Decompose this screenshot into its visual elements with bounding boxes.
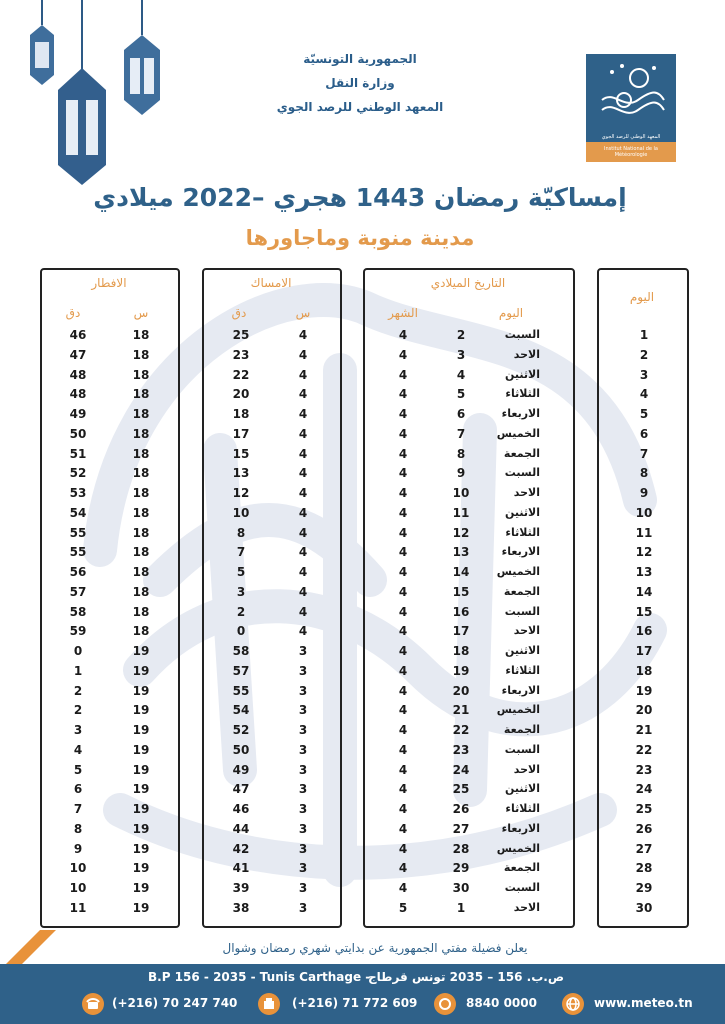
gregorian-month-cell: 4 <box>398 703 408 717</box>
imsak-minute-cell: 47 <box>232 782 250 796</box>
imsak-hour-cell: 4 <box>298 526 308 540</box>
iftar-hour-cell: 18 <box>132 526 150 540</box>
day-number-cell: 25 <box>635 802 653 816</box>
gregorian-month-cell: 4 <box>398 723 408 737</box>
imsak-hour-cell: 4 <box>298 348 308 362</box>
iftar-hour-cell: 18 <box>132 506 150 520</box>
gregorian-month-cell: 4 <box>398 486 408 500</box>
institute-logo <box>586 54 676 162</box>
gregorian-month-cell: 4 <box>398 387 408 401</box>
day-number-cell: 23 <box>635 763 653 777</box>
imsak-minute-cell: 25 <box>232 328 250 342</box>
iftar-minute-cell: 56 <box>69 565 87 579</box>
weekday-name-cell: الثلاثاء <box>505 526 540 539</box>
iftar-hour-cell: 18 <box>132 368 150 382</box>
imsak-minute-cell: 41 <box>232 861 250 875</box>
imsak-minute-cell: 20 <box>232 387 250 401</box>
weekday-name-cell: الثلاثاء <box>505 387 540 400</box>
gregorian-month-cell: 4 <box>398 743 408 757</box>
iftar-minute-cell: 46 <box>69 328 87 342</box>
iftar-hour-cell: 18 <box>132 565 150 579</box>
iftar-minute-cell: 54 <box>69 506 87 520</box>
weekday-name-cell: الخميس <box>496 842 540 855</box>
imsak-box <box>202 268 342 928</box>
gregorian-day-cell: 17 <box>452 624 470 638</box>
iftar-minute-cell: 0 <box>73 644 83 658</box>
imsak-hour-cell: 3 <box>298 664 308 678</box>
weekday-name-cell: الاحد <box>513 901 540 914</box>
day-number-cell: 14 <box>635 585 653 599</box>
gregorian-month-cell: 4 <box>398 506 408 520</box>
imsak-minute-cell: 50 <box>232 743 250 757</box>
imsak-minute-cell: 2 <box>236 605 246 619</box>
imsak-minute-cell: 10 <box>232 506 250 520</box>
weekday-name-cell: الجمعة <box>503 585 540 598</box>
iftar-hour-cell: 19 <box>132 723 150 737</box>
iftar-hour-cell: 18 <box>132 348 150 362</box>
gregorian-month-cell: 4 <box>398 427 408 441</box>
gregorian-day-cell: 19 <box>452 664 470 678</box>
iftar-hour-cell: 18 <box>132 427 150 441</box>
weekday-name-cell: الخميس <box>496 565 540 578</box>
iftar-hour-cell: 19 <box>132 664 150 678</box>
imsak-hour-cell: 3 <box>298 881 308 895</box>
weekday-name-cell: الجمعة <box>503 447 540 460</box>
gregorian-day-cell: 9 <box>456 466 466 480</box>
imsak-minute-cell: 17 <box>232 427 250 441</box>
weekday-name-cell: السبت <box>504 328 540 341</box>
iftar-minute-cell: 10 <box>69 881 87 895</box>
imsak-hour-cell: 3 <box>298 703 308 717</box>
day-number-cell: 11 <box>635 526 653 540</box>
weekday-name-cell: الجمعة <box>503 861 540 874</box>
day-number-cell: 19 <box>635 684 653 698</box>
imsak-hour-cell: 4 <box>298 466 308 480</box>
gregorian-day-cell: 28 <box>452 842 470 856</box>
iftar-minute-cell: 8 <box>73 822 83 836</box>
imsak-minute-cell: 8 <box>236 526 246 540</box>
imsak-minute-cell: 13 <box>232 466 250 480</box>
iftar-hour-cell: 18 <box>132 407 150 421</box>
iftar-minute-cell: 49 <box>69 407 87 421</box>
imsak-hour-cell: 4 <box>298 486 308 500</box>
weekday-name-cell: الاثنين <box>505 644 540 657</box>
day-number-cell: 24 <box>635 782 653 796</box>
gregorian-day-cell: 12 <box>452 526 470 540</box>
iftar-hour-cell: 18 <box>132 605 150 619</box>
gregorian-month-cell: 4 <box>398 565 408 579</box>
iftar-hour-cell: 18 <box>132 328 150 342</box>
imsak-hour-cell: 3 <box>298 802 308 816</box>
imsak-hour-cell: 4 <box>298 605 308 619</box>
weekday-name-cell: الاحد <box>513 624 540 637</box>
imsak-hour-cell: 3 <box>298 842 308 856</box>
iftar-minute-cell: 48 <box>69 368 87 382</box>
iftar-hour-cell: 18 <box>132 545 150 559</box>
day-number-cell: 28 <box>635 861 653 875</box>
iftar-minute-cell: 4 <box>73 743 83 757</box>
imsak-minute-cell: 38 <box>232 901 250 915</box>
logo-caption-ar: المعهد الوطني للرصد الجوي <box>601 134 661 140</box>
gregorian-day-cell: 30 <box>452 881 470 895</box>
day-number-cell: 8 <box>639 466 649 480</box>
gregorian-day-cell: 10 <box>452 486 470 500</box>
iftar-minute-cell: 10 <box>69 861 87 875</box>
day-number-cell: 6 <box>639 427 649 441</box>
gregorian-month-cell: 4 <box>398 407 408 421</box>
hotline-icon <box>434 993 456 1015</box>
gregorian-day-cell: 5 <box>456 387 466 401</box>
day-number-cell: 15 <box>635 605 653 619</box>
iftar-hour-cell: 19 <box>132 763 150 777</box>
imsak-hour-cell: 4 <box>298 565 308 579</box>
imsak-minute-cell: 0 <box>236 624 246 638</box>
imsak-minute-cell: 57 <box>232 664 250 678</box>
gregorian-month-cell: 4 <box>398 585 408 599</box>
day-number-cell: 18 <box>635 664 653 678</box>
day-number-cell: 29 <box>635 881 653 895</box>
imsak-hour-cell: 4 <box>298 506 308 520</box>
imsak-minute-cell: 15 <box>232 447 250 461</box>
gregorian-month-cell: 4 <box>398 782 408 796</box>
logo-caption-fr: Institut National de la Météorologie <box>604 146 658 158</box>
imsak-minute-cell: 12 <box>232 486 250 500</box>
day-number-cell: 22 <box>635 743 653 757</box>
imsak-minute-cell: 46 <box>232 802 250 816</box>
gregorian-day-cell: 22 <box>452 723 470 737</box>
weekday-name-cell: الاربعاء <box>501 545 540 558</box>
day-number-cell: 26 <box>635 822 653 836</box>
weekday-name-cell: السبت <box>504 466 540 479</box>
iftar-minute-cell: 50 <box>69 427 87 441</box>
imsak-hour-cell: 3 <box>298 861 308 875</box>
imsak-minute-cell: 39 <box>232 881 250 895</box>
fax-icon <box>258 993 280 1015</box>
imsak-minute-cell: 58 <box>232 644 250 658</box>
day-number-cell: 13 <box>635 565 653 579</box>
weekday-name-cell: الخميس <box>496 427 540 440</box>
iftar-hour-cell: 18 <box>132 466 150 480</box>
day-number-cell: 2 <box>639 348 649 362</box>
imsak-hour-cell: 4 <box>298 447 308 461</box>
iftar-minute-cell: 3 <box>73 723 83 737</box>
gregorian-day-cell: 20 <box>452 684 470 698</box>
imsak-hour-cell: 4 <box>298 368 308 382</box>
imsak-minute-cell: 5 <box>236 565 246 579</box>
gregorian-month-header: الشهر <box>388 306 418 320</box>
iftar-minute-cell: 58 <box>69 605 87 619</box>
gregorian-month-cell: 4 <box>398 328 408 342</box>
iftar-minute-cell: 51 <box>69 447 87 461</box>
day-number-cell: 10 <box>635 506 653 520</box>
day-number-cell: 4 <box>639 387 649 401</box>
imsak-minute-cell: 42 <box>232 842 250 856</box>
imsak-minute-cell: 18 <box>232 407 250 421</box>
imsak-hour-cell: 4 <box>298 624 308 638</box>
day-header: اليوم <box>629 290 655 304</box>
gregorian-day-cell: 15 <box>452 585 470 599</box>
iftar-hour-cell: 19 <box>132 822 150 836</box>
weekday-name-cell: الاحد <box>513 486 540 499</box>
imsak-hour-cell: 3 <box>298 684 308 698</box>
day-number-cell: 16 <box>635 624 653 638</box>
weekday-name-cell: الجمعة <box>503 723 540 736</box>
weekday-name-cell: الاحد <box>513 763 540 776</box>
imsak-minute-cell: 22 <box>232 368 250 382</box>
iftar-hour-cell: 19 <box>132 861 150 875</box>
iftar-minute-cell: 59 <box>69 624 87 638</box>
iftar-minute-cell: 7 <box>73 802 83 816</box>
day-number-cell: 1 <box>639 328 649 342</box>
gregorian-day-cell: 23 <box>452 743 470 757</box>
imsak-hour-cell: 4 <box>298 328 308 342</box>
day-number-cell: 7 <box>639 447 649 461</box>
iftar-header: الافطار <box>91 276 127 290</box>
gregorian-month-cell: 4 <box>398 842 408 856</box>
iftar-minute-header: دق <box>65 306 81 320</box>
website-link[interactable]: www.meteo.tn <box>594 996 693 1010</box>
iftar-minute-cell: 5 <box>73 763 83 777</box>
gregorian-month-cell: 4 <box>398 624 408 638</box>
imsak-minute-cell: 54 <box>232 703 250 717</box>
day-number-cell: 9 <box>639 486 649 500</box>
page-subtitle: مدينة منوبة وماجاورها <box>245 226 475 250</box>
globe-icon <box>562 993 584 1015</box>
gregorian-month-cell: 4 <box>398 348 408 362</box>
imsak-hour-cell: 3 <box>298 822 308 836</box>
gregorian-month-cell: 4 <box>398 822 408 836</box>
gregorian-day-header: اليوم <box>498 306 524 320</box>
gregorian-month-cell: 4 <box>398 881 408 895</box>
iftar-hour-cell: 19 <box>132 802 150 816</box>
gregorian-day-cell: 7 <box>456 427 466 441</box>
hotline-number[interactable]: 8840 0000 <box>466 996 537 1010</box>
mufti-note: يعلن فضيلة مفتي الجمهورية عن بدايتي شهري رمضان وشوال <box>222 941 528 955</box>
gregorian-day-cell: 8 <box>456 447 466 461</box>
weekday-name-cell: الثلاثاء <box>505 802 540 815</box>
imsak-hour-cell: 3 <box>298 723 308 737</box>
iftar-hour-cell: 19 <box>132 743 150 757</box>
iftar-hour-cell: 19 <box>132 782 150 796</box>
iftar-minute-cell: 1 <box>73 664 83 678</box>
fax-number[interactable]: (+216) 71 772 609 <box>292 996 418 1010</box>
weekday-name-cell: الثلاثاء <box>505 664 540 677</box>
gregorian-day-cell: 2 <box>456 328 466 342</box>
gregorian-day-cell: 26 <box>452 802 470 816</box>
imsak-hour-cell: 3 <box>298 743 308 757</box>
weekday-name-cell: الاثنين <box>505 506 540 519</box>
day-number-cell: 30 <box>635 901 653 915</box>
phone-number[interactable]: (+216) 70 247 740 <box>112 996 238 1010</box>
iftar-hour-cell: 18 <box>132 486 150 500</box>
gregorian-month-cell: 4 <box>398 605 408 619</box>
day-number-cell: 20 <box>635 703 653 717</box>
gregorian-day-cell: 1 <box>456 901 466 915</box>
iftar-minute-cell: 52 <box>69 466 87 480</box>
imsak-hour-cell: 3 <box>298 901 308 915</box>
gregorian-month-cell: 5 <box>398 901 408 915</box>
gregorian-day-cell: 6 <box>456 407 466 421</box>
gregorian-month-cell: 4 <box>398 644 408 658</box>
imsak-hour-cell: 4 <box>298 545 308 559</box>
gregorian-month-cell: 4 <box>398 526 408 540</box>
imsak-minute-cell: 44 <box>232 822 250 836</box>
imsak-hour-cell: 3 <box>298 644 308 658</box>
gregorian-day-cell: 21 <box>452 703 470 717</box>
day-number-cell: 5 <box>639 407 649 421</box>
imsak-hour-cell: 4 <box>298 407 308 421</box>
iftar-hour-cell: 18 <box>132 387 150 401</box>
day-number-cell: 12 <box>635 545 653 559</box>
gregorian-month-cell: 4 <box>398 466 408 480</box>
weekday-name-cell: السبت <box>504 605 540 618</box>
imsak-header: الامساك <box>250 276 292 290</box>
weekday-name-cell: الاحد <box>513 348 540 361</box>
gregorian-month-cell: 4 <box>398 684 408 698</box>
gregorian-day-cell: 4 <box>456 368 466 382</box>
imsak-hour-cell: 4 <box>298 387 308 401</box>
address-ar: ص.ب. 156 – 2035 تونس قرطاج <box>368 970 564 984</box>
iftar-minute-cell: 6 <box>73 782 83 796</box>
weekday-name-cell: السبت <box>504 881 540 894</box>
gregorian-day-cell: 27 <box>452 822 470 836</box>
gregorian-header: التاريخ الميلادي <box>430 276 506 290</box>
logo-emblem-icon <box>594 60 668 128</box>
gregorian-month-cell: 4 <box>398 861 408 875</box>
gregorian-day-cell: 18 <box>452 644 470 658</box>
iftar-hour-cell: 19 <box>132 901 150 915</box>
iftar-hour-cell: 19 <box>132 703 150 717</box>
iftar-minute-cell: 47 <box>69 348 87 362</box>
gregorian-day-cell: 25 <box>452 782 470 796</box>
imsak-hour-cell: 3 <box>298 782 308 796</box>
day-number-cell: 3 <box>639 368 649 382</box>
day-number-cell: 17 <box>635 644 653 658</box>
imsak-minute-cell: 23 <box>232 348 250 362</box>
gregorian-month-cell: 4 <box>398 545 408 559</box>
weekday-name-cell: السبت <box>504 743 540 756</box>
address-fr: B.P 156 - 2035 - Tunis Carthage - <box>148 970 371 984</box>
gregorian-month-cell: 4 <box>398 447 408 461</box>
iftar-hour-cell: 18 <box>132 447 150 461</box>
iftar-hour-cell: 18 <box>132 624 150 638</box>
imsak-minute-cell: 55 <box>232 684 250 698</box>
gregorian-day-cell: 3 <box>456 348 466 362</box>
gregorian-month-cell: 4 <box>398 763 408 777</box>
gregorian-day-cell: 16 <box>452 605 470 619</box>
imsak-minute-cell: 3 <box>236 585 246 599</box>
phone-icon <box>82 993 104 1015</box>
iftar-hour-cell: 19 <box>132 842 150 856</box>
ramadan-lanterns <box>20 0 170 195</box>
imsak-hour-cell: 3 <box>298 763 308 777</box>
gregorian-month-cell: 4 <box>398 368 408 382</box>
iftar-minute-cell: 2 <box>73 684 83 698</box>
page-title: إمساكيّة رمضان 1443 هجري –2022 ميلادي <box>93 183 627 212</box>
iftar-minute-cell: 55 <box>69 545 87 559</box>
imsak-hour-cell: 4 <box>298 585 308 599</box>
day-number-cell: 21 <box>635 723 653 737</box>
gregorian-day-cell: 29 <box>452 861 470 875</box>
weekday-name-cell: الخميس <box>496 703 540 716</box>
header-institute: المعهد الوطني للرصد الجوي <box>276 100 444 114</box>
gregorian-day-cell: 14 <box>452 565 470 579</box>
weekday-name-cell: الاربعاء <box>501 407 540 420</box>
weekday-name-cell: الاثنين <box>505 782 540 795</box>
iftar-minute-cell: 9 <box>73 842 83 856</box>
weekday-name-cell: الاربعاء <box>501 822 540 835</box>
header-ministry: وزارة النقل <box>325 76 395 90</box>
gregorian-day-cell: 24 <box>452 763 470 777</box>
gregorian-day-cell: 13 <box>452 545 470 559</box>
header-republic: الجمهورية التونسيّة <box>303 52 417 66</box>
imsak-minute-cell: 52 <box>232 723 250 737</box>
imsak-minute-header: دق <box>231 306 247 320</box>
iftar-minute-cell: 53 <box>69 486 87 500</box>
weekday-name-cell: الاربعاء <box>501 684 540 697</box>
iftar-hour-cell: 19 <box>132 684 150 698</box>
imsak-minute-cell: 49 <box>232 763 250 777</box>
imsak-minute-cell: 7 <box>236 545 246 559</box>
iftar-minute-cell: 55 <box>69 526 87 540</box>
imsak-hour-cell: 4 <box>298 427 308 441</box>
iftar-minute-cell: 2 <box>73 703 83 717</box>
day-number-cell: 27 <box>635 842 653 856</box>
gregorian-month-cell: 4 <box>398 802 408 816</box>
weekday-name-cell: الاثنين <box>505 368 540 381</box>
iftar-minute-cell: 57 <box>69 585 87 599</box>
iftar-minute-cell: 11 <box>69 901 87 915</box>
iftar-minute-cell: 48 <box>69 387 87 401</box>
iftar-hour-cell: 19 <box>132 881 150 895</box>
gregorian-day-cell: 11 <box>452 506 470 520</box>
imsak-hour-header: س <box>295 306 311 320</box>
gregorian-month-cell: 4 <box>398 664 408 678</box>
iftar-hour-cell: 19 <box>132 644 150 658</box>
iftar-hour-cell: 18 <box>132 585 150 599</box>
iftar-hour-header: س <box>133 306 149 320</box>
